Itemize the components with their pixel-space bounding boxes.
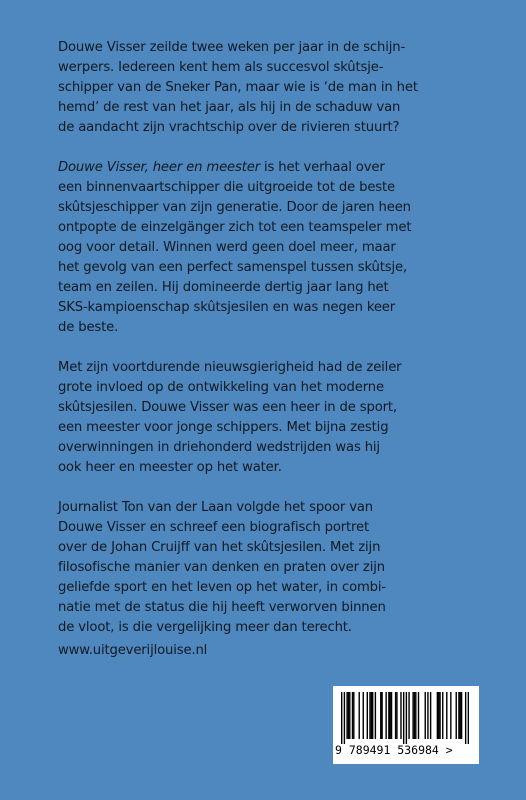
text-line: werpers. Iedereen kent hem als succesvol skûtsje- bbox=[58, 60, 384, 75]
barcode-bar bbox=[348, 692, 349, 739]
text-line: hemd’ de rest van het jaar, als hij in de schaduw van bbox=[58, 100, 401, 115]
barcode-bar bbox=[390, 692, 391, 739]
barcode-bar bbox=[375, 692, 376, 739]
barcode-bar bbox=[380, 692, 381, 739]
barcode-bar bbox=[396, 692, 397, 739]
text-line: geliefde sport en het leven op het water, in combi- bbox=[58, 580, 387, 595]
barcode-bar bbox=[461, 692, 462, 739]
text-line: grote invloed op de ontwikkeling van het moderne bbox=[58, 380, 384, 395]
text-line: oog voor detail. Winnen werd geen doel meer, maar bbox=[58, 240, 396, 255]
barcode-bar bbox=[427, 692, 428, 739]
barcode-bar bbox=[359, 692, 360, 739]
barcode-bar bbox=[406, 692, 407, 744]
text-line: overwinningen in driehonderd wedstrijden was hij bbox=[58, 440, 380, 455]
barcode-bar bbox=[369, 692, 370, 739]
paragraph-2 bbox=[58, 158, 478, 338]
text-line: over de Johan Cruijff van het skûtsjesilen. Met zijn bbox=[58, 540, 381, 555]
barcode-bar bbox=[412, 692, 413, 739]
paragraph-1 bbox=[58, 38, 478, 138]
text-line: skûtsjesilen. Douwe Visser was een heer in de sport, bbox=[58, 400, 397, 415]
barcode-bar bbox=[371, 692, 372, 739]
text-line: de vloot, is die vergelijking meer dan terecht. bbox=[58, 620, 352, 635]
text-line: filosofische manier van denken en praten over zijn bbox=[58, 560, 385, 575]
barcode-bar bbox=[442, 692, 443, 739]
text-line: Journalist Ton van der Laan volgde het spoor van bbox=[58, 500, 373, 515]
barcode-digits: 9 789491 536984 > bbox=[335, 743, 453, 757]
barcode-bar bbox=[388, 692, 389, 739]
text-line-rest: is het verhaal over bbox=[259, 160, 385, 175]
text-line: team en zeilen. Hij domineerde dertig jaar lang het bbox=[58, 280, 389, 295]
text-line bbox=[58, 158, 478, 178]
barcode-bar bbox=[456, 692, 457, 739]
barcode-bar bbox=[372, 692, 373, 739]
barcode-bar bbox=[403, 692, 404, 744]
barcode-bar bbox=[353, 692, 354, 739]
text-line: SKS-kampioenschap skûtsjesilen en was negen keer bbox=[58, 300, 396, 315]
text-line: Met zijn voortdurende nieuwsgierigheid had de zeiler bbox=[58, 360, 402, 375]
barcode-bar bbox=[391, 692, 392, 739]
barcode-bar bbox=[381, 692, 382, 739]
barcode-bars bbox=[341, 692, 469, 744]
barcode-bar bbox=[465, 692, 466, 744]
text-line: een binnenvaartschipper die uitgroeide tot de beste bbox=[58, 180, 395, 195]
barcode-bar bbox=[468, 692, 469, 744]
barcode-bar bbox=[439, 692, 440, 739]
barcode-bar bbox=[437, 692, 438, 739]
text-line: natie met de status die hij heeft verworven binnen bbox=[58, 600, 386, 615]
paragraph-4 bbox=[58, 498, 478, 638]
paragraph-3 bbox=[58, 358, 478, 478]
barcode-bar bbox=[446, 692, 447, 739]
barcode-bar bbox=[400, 692, 401, 739]
text-line: Douwe Visser zeilde twee weken per jaar in de schijn- bbox=[58, 40, 406, 55]
book-title: Douwe Visser, heer en meester bbox=[58, 160, 260, 175]
text-line: de beste. bbox=[58, 320, 119, 335]
barcode-bar bbox=[460, 692, 461, 739]
text-line: ontpopte de einzelgänger zich tot een teamspeler met bbox=[58, 220, 412, 235]
barcode-bar bbox=[450, 692, 451, 739]
barcode-bar bbox=[363, 692, 364, 739]
barcode-bar bbox=[415, 692, 416, 739]
barcode-bar bbox=[352, 692, 353, 739]
barcode-bar bbox=[408, 692, 409, 739]
text-line: skûtsjeschipper van zijn generatie. Door de jaren heen bbox=[58, 200, 411, 215]
publisher-website: www.uitgeverijlouise.nl bbox=[58, 643, 208, 658]
text-line: Douwe Visser en schreef een biografisch portret bbox=[58, 520, 370, 535]
back-cover-text bbox=[58, 38, 478, 658]
barcode-bar bbox=[425, 692, 426, 739]
text-line: de aandacht zijn vrachtschip over de rivieren stuurt? bbox=[58, 120, 400, 135]
text-line: ook heer en meester op het water. bbox=[58, 460, 282, 475]
barcode-bar bbox=[458, 692, 459, 739]
barcode-bar bbox=[438, 692, 439, 739]
barcode-bar bbox=[344, 692, 345, 744]
barcode-bar bbox=[395, 692, 396, 739]
barcode-bar bbox=[349, 692, 350, 739]
barcode-bar bbox=[430, 692, 431, 739]
text-line: het gevolg van een perfect samenspel tussen skûtsje, bbox=[58, 260, 407, 275]
barcode-bar bbox=[414, 692, 415, 739]
barcode-bar bbox=[385, 692, 386, 739]
barcode-bar bbox=[367, 692, 368, 739]
barcode-bar bbox=[418, 692, 419, 739]
isbn-barcode bbox=[333, 686, 479, 764]
barcode-bar bbox=[346, 692, 347, 739]
text-line: een meester voor jonge schippers. Met bijna zestig bbox=[58, 420, 389, 435]
barcode-bar bbox=[341, 692, 342, 744]
text-line: schipper van de Sneker Pan, maar wie is ‘de man in het bbox=[58, 80, 418, 95]
